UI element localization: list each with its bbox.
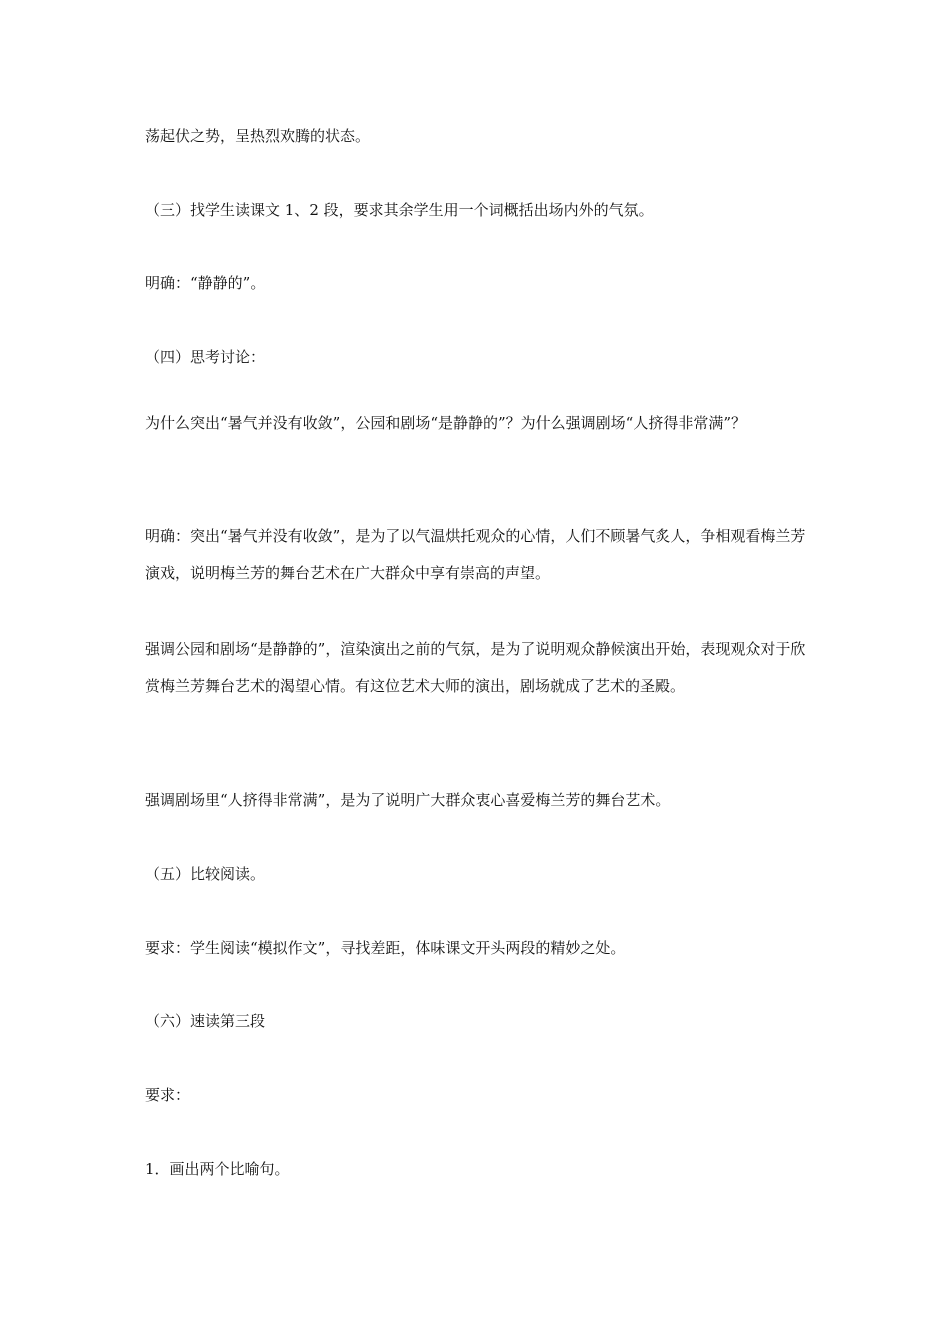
answer-crowded: 强调剧场里“人挤得非常满”，是为了说明广大群众衷心喜爱梅兰芳的舞台艺术。: [145, 791, 671, 809]
requirement-item-1: 1．画出两个比喻句。: [145, 1160, 290, 1178]
discussion-question: 为什么突出“暑气并没有收敛”，公园和剧场“是静静的”？为什么强调剧场“人挤得非常满”？: [145, 414, 747, 432]
answer-quiet: 明确：“静静的”。: [145, 274, 266, 292]
section-three-heading: （三）找学生读课文 1、2 段，要求其余学生用一个词概括出场内外的气氛。: [145, 201, 654, 219]
section-six-heading: （六）速读第三段: [145, 1012, 266, 1030]
section-five-heading: （五）比较阅读。: [145, 865, 266, 883]
section-four-heading: （四）思考讨论：: [145, 348, 266, 366]
comparison-requirement: 要求：学生阅读“模拟作文”，寻找差距，体味课文开头两段的精妙之处。: [145, 939, 626, 957]
requirement-label: 要求：: [145, 1086, 191, 1104]
paragraph-continuation: 荡起伏之势，呈热烈欢腾的状态。: [145, 127, 371, 145]
answer-quiet-atmosphere: 强调公园和剧场“是静静的”，渲染演出之前的气氛，是为了说明观众静候演出开始，表现观众对于欣赏梅兰芳舞台艺术的渴望心情。有这位艺术大师的演出，剧场就成了艺术的圣殿。: [145, 640, 806, 695]
answer-heat: 明确：突出“暑气并没有收敛”，是为了以气温烘托观众的心情，人们不顾暑气炙人，争相观看梅兰芳演戏，说明梅兰芳的舞台艺术在广大群众中享有崇高的声望。: [145, 527, 806, 582]
